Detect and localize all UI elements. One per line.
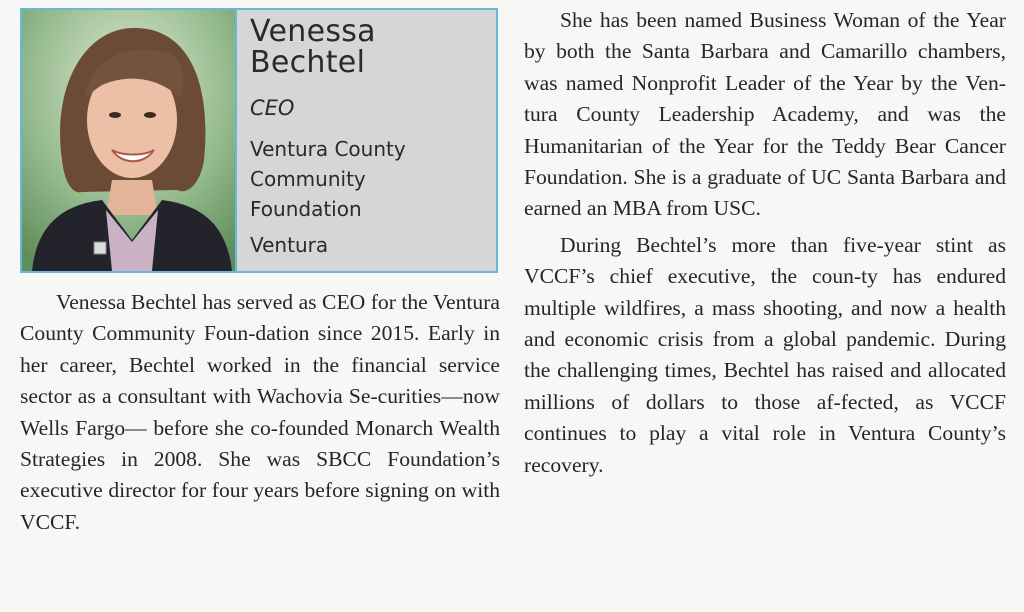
- profile-box: [20, 8, 498, 273]
- org-line: Ventura County: [250, 137, 406, 161]
- profile-name: [250, 16, 406, 78]
- portrait-photo: [22, 10, 235, 271]
- profile-city: Ventura: [250, 233, 329, 257]
- name-first: Venessa: [250, 14, 376, 49]
- article-right-column: [524, 5, 1006, 481]
- portrait-illustration: [22, 10, 235, 271]
- org-line: Foundation: [250, 197, 362, 221]
- profile-title: CEO: [250, 96, 295, 120]
- profile-info: [250, 16, 406, 258]
- org-line: Community: [250, 167, 366, 191]
- bio-paragraph-2: She has been named Business Woman of the Year by both the Santa Barbara and Camarillo chambers, was named Nonprofit Leader of the Year by the Ven-tura County Leadership Academy, and was the Humanitarian of the Year for the Teddy Bear Cancer Foundation. She is a graduate of UC Santa Barbara and earned an MBA from USC.: [524, 8, 1006, 221]
- photo-divider: [235, 10, 237, 271]
- bio-paragraph-3: During Bechtel’s more than five-year stint as VCCF’s chief executive, the coun-ty has endured multiple wildfires, a mass shooting, and now a health and economic crisis from a global pandemic. During the challenging times, Bechtel has raised and allocated millions of dollars to those af-fected, as VCCF continues to play a vital role in Ventura County’s recovery.: [524, 232, 1006, 477]
- article-left-column: [20, 287, 500, 538]
- bio-paragraph-1: Venessa Bechtel has served as CEO for the Ventura County Community Foun-dation since 2015. Early in her career, Bechtel worked in the financial service sector as a consultant with Wachovia Se-curities—now Wells Fargo— before she co-founded Monarch Wealth Strategies in 2008. She was SBCC Foundation’s executive director for four years before signing on with VCCF.: [20, 290, 500, 534]
- profile-organization: [250, 134, 406, 224]
- name-last: Bechtel: [250, 45, 366, 80]
